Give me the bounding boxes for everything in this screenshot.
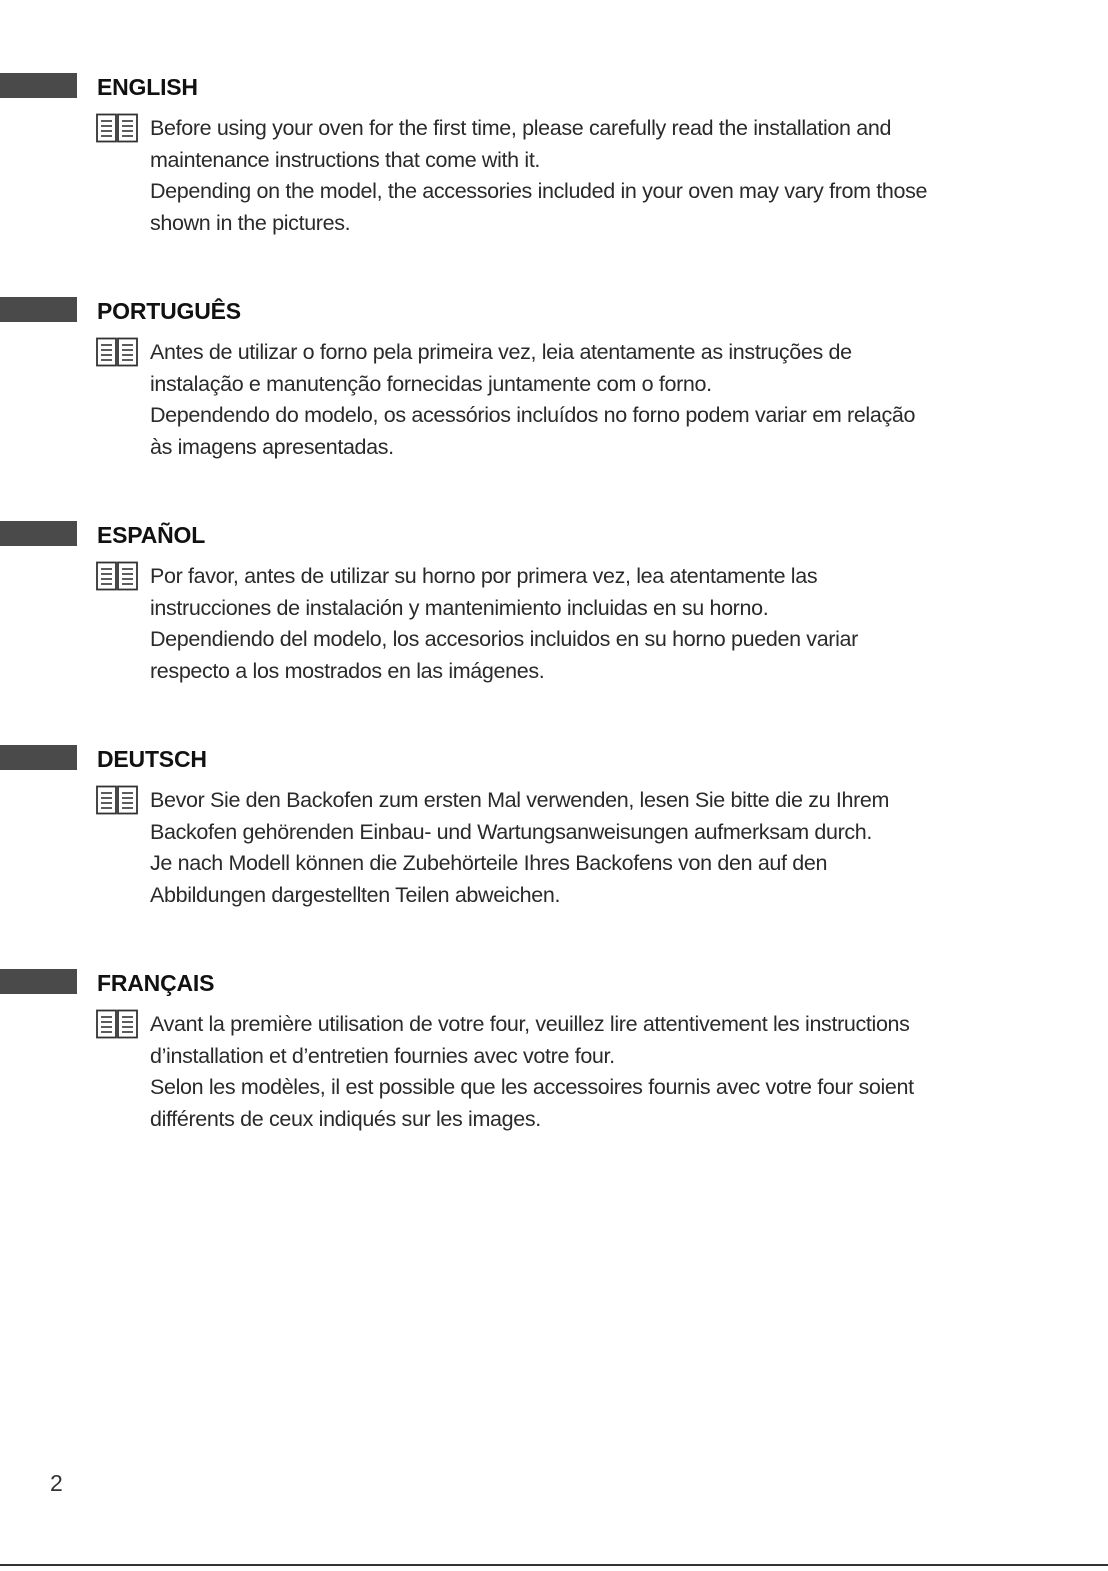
body-line: instrucciones de instalación y mantenimiento incluidas en su horno. [150,595,769,620]
open-book-icon [96,337,138,368]
section-tab-marker [0,745,77,770]
footer-rule [0,1564,1108,1566]
section-heading: ENGLISH [97,74,198,100]
body-line: às imagens apresentadas. [150,435,394,460]
body-line: Before using your oven for the first time, please carefully read the installation and [150,116,892,140]
body-line: instalação e manutenção fornecidas juntamente com o forno. [150,371,712,396]
body-line: Selon les modèles, il est possible que les accessoires fournis avec votre four soient [150,1075,914,1100]
body-line: Dependiendo del modelo, los accesorios incluidos en su horno pueden variar [150,627,858,652]
body-line: Depending on the model, the accessories included in your oven may vary from those [150,179,928,204]
open-book-icon [96,113,138,144]
section-heading: PORTUGUÊS [97,298,241,324]
body-line: d’installation et d’entretien fournies avec votre four. [150,1043,615,1068]
section-heading: FRANÇAIS [97,970,215,996]
open-book-icon [96,785,138,816]
body-line: Antes de utilizar o forno pela primeira vez, leia atentamente as instruções de [150,340,852,364]
body-line: Avant la première utilisation de votre four, veuillez lire attentivement les instructions [150,1012,910,1036]
section-body [150,561,1030,688]
section-body [150,1009,1030,1136]
body-line: respecto a los mostrados en las imágenes. [150,659,545,684]
open-book-icon [96,1009,138,1040]
body-line: shown in the pictures. [150,211,351,236]
section-tab-marker [0,297,77,322]
body-line: différents de ceux indiqués sur les images. [150,1107,541,1132]
body-line: Abbildungen dargestellten Teilen abweichen. [150,883,561,908]
body-line: Backofen gehörenden Einbau- und Wartungsanweisungen aufmerksam durch. [150,819,873,844]
body-line: Por favor, antes de utilizar su horno por primera vez, lea atentamente las [150,564,818,588]
section-body [150,785,1030,912]
body-line: maintenance instructions that come with it. [150,147,541,172]
section-body [150,113,1030,240]
section-tab-marker [0,521,77,546]
section-heading: ESPAÑOL [97,522,206,548]
section-tab-marker [0,73,77,98]
section-tab-marker [0,969,77,994]
body-line: Je nach Modell können die Zubehörteile Ihres Backofens von den auf den [150,851,828,876]
page-number: 2 [50,1470,63,1496]
section-body [150,337,1030,464]
open-book-icon [96,561,138,592]
body-line: Bevor Sie den Backofen zum ersten Mal verwenden, lesen Sie bitte die zu Ihrem [150,788,890,812]
section-heading: DEUTSCH [97,746,207,772]
body-line: Dependendo do modelo, os acessórios incluídos no forno podem variar em relação [150,403,916,428]
